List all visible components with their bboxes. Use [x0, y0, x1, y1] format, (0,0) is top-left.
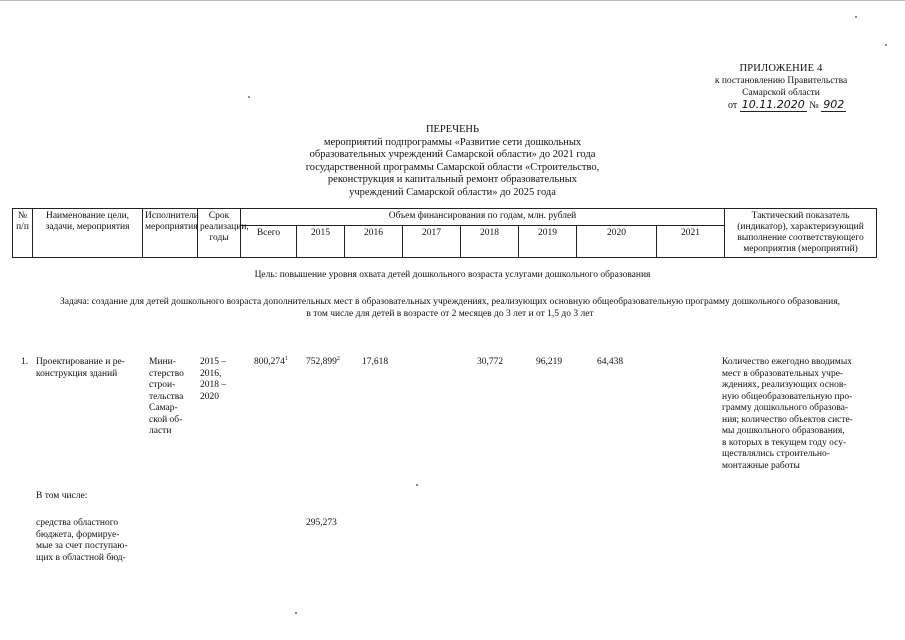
decree-number: 902: [823, 98, 845, 111]
row1-executor-line: ской об-: [149, 414, 183, 425]
indicator-line: ществлялись строительно-: [722, 449, 830, 459]
row1-name-line: Проектирование и ре-: [36, 357, 125, 367]
header-year: 2016: [345, 226, 403, 258]
header-term: Срок реализации, годы: [198, 209, 241, 258]
row2-name-line: бюджета, формируе-: [36, 529, 120, 540]
indicator-line: монтажные работы: [722, 460, 800, 471]
row1-total-value: 800,274: [254, 357, 285, 367]
header-num: № п/п: [13, 209, 33, 258]
header-indicator: Тактический показатель (индикатор), характеризующий выполнение соответствующего мероприятия (мероприятий): [725, 209, 877, 258]
scan-speck: [248, 96, 250, 98]
header-year: 2017: [403, 226, 461, 258]
row1-name: [36, 357, 146, 380]
footnote-mark: 1: [284, 355, 288, 362]
title-line: учреждений Самарской области» до 2025 года: [349, 186, 556, 198]
row2-name-line: мые за счет поступаю-: [36, 541, 128, 551]
appendix-decree: к постановлению Правительства: [714, 76, 848, 86]
header-funding: Объем финансирования по годам, млн. рублей: [241, 209, 725, 226]
date-prefix: от: [728, 100, 738, 111]
row1-2016: 17,618: [362, 357, 389, 367]
header-executor: Исполнители мероприятия: [143, 209, 198, 258]
row1-executor-line: тельства: [149, 391, 184, 402]
row1-2015: [306, 357, 340, 369]
header-total: Всего: [241, 226, 297, 258]
scan-speck: [295, 612, 297, 614]
title-line: образовательных учреждений Самарской области» до 2021 года: [309, 149, 596, 160]
row2-2015: 295,273: [306, 518, 337, 528]
row1-total: [254, 357, 288, 369]
row1-executor: [149, 357, 199, 438]
indicator-line: мы дошкольного образования,: [722, 426, 845, 436]
header-year: 2021: [657, 226, 725, 258]
header-name: Наименование цели, задачи, мероприятия: [33, 209, 143, 258]
appendix-block: [706, 63, 856, 112]
row1-term-line: 2016,: [200, 368, 222, 379]
title-line: государственной программы Самарской области «Строительство,: [305, 161, 600, 173]
indicator-line: ния; количество объектов систе-: [722, 414, 853, 425]
indicator-line: ждениях, реализующих основ-: [722, 380, 847, 390]
including-label: В том числе:: [36, 491, 88, 501]
indicator-line: ную общеобразовательную про-: [722, 391, 853, 402]
task-line: Задача: создание для детей дошкольного возраста дополнительных мест в образовательных учреждениях, реализующих основную общеобразовательную программу дошкольного образования,: [60, 297, 840, 307]
row1-executor-line: Мини-: [149, 357, 176, 367]
row1-indicator: [722, 357, 882, 472]
goal-text: Цель: повышение уровня охвата детей дошкольного возраста услугами дошкольного образования: [254, 270, 651, 280]
header-year: 2018: [461, 226, 519, 258]
footnote-mark: 2: [336, 355, 340, 362]
task-line: в том числе для детей в возрасте от 2 месяцев до 3 лет и от 1,5 до 3 лет: [306, 308, 594, 319]
row1-term-line: 2020: [200, 391, 219, 402]
row1-executor-line: Самар-: [149, 403, 178, 413]
indicator-line: Количество ежегодно вводимых: [722, 357, 852, 367]
appendix-date-line: [706, 99, 856, 112]
row2-name: [36, 518, 151, 564]
title-heading: ПЕРЕЧЕНЬ: [425, 124, 480, 135]
scan-top-edge: [0, 0, 905, 1]
row1-2015-value: 752,899: [306, 357, 337, 367]
task-text: [30, 297, 870, 320]
title-line: мероприятий подпрограммы «Развитие сети дошкольных: [323, 136, 582, 148]
scan-speck: [416, 484, 418, 486]
title-line: реконструкция и капитальный ремонт образовательных: [327, 174, 578, 185]
row2-name-line: средства областного: [36, 518, 119, 528]
row1-executor-line: стерство: [149, 368, 184, 379]
appendix-region: Самарской области: [742, 88, 820, 98]
header-year: 2015: [297, 226, 345, 258]
row1-2019: 96,219: [536, 357, 563, 367]
indicator-line: в которых в текущем году осу-: [722, 437, 847, 448]
row1-num: 1.: [21, 357, 29, 367]
row2-name-line: щих в областной бюд-: [36, 552, 126, 563]
document-title: [0, 124, 905, 199]
row1-term-line: 2018 –: [200, 380, 227, 390]
appendix-title: ПРИЛОЖЕНИЕ 4: [739, 63, 823, 74]
decree-date: 10.11.2020: [741, 98, 805, 111]
indicator-line: грамму дошкольного образова-: [722, 403, 849, 413]
header-year: 2019: [519, 226, 577, 258]
funding-table-header: [12, 208, 877, 258]
row1-name-line: конструкция зданий: [36, 368, 118, 379]
row1-term-line: 2015 –: [200, 357, 227, 367]
row1-2020: 64,438: [597, 357, 624, 367]
row1-2018: 30,772: [477, 357, 504, 367]
number-prefix: №: [809, 100, 819, 111]
scan-speck: [855, 16, 857, 18]
scan-speck: [885, 44, 887, 46]
header-year: 2020: [577, 226, 657, 258]
indicator-line: мест в образовательных учре-: [722, 368, 844, 379]
row1-executor-line: ласти: [149, 426, 172, 436]
row1-term: [200, 357, 240, 403]
row1-executor-line: строи-: [149, 380, 176, 390]
